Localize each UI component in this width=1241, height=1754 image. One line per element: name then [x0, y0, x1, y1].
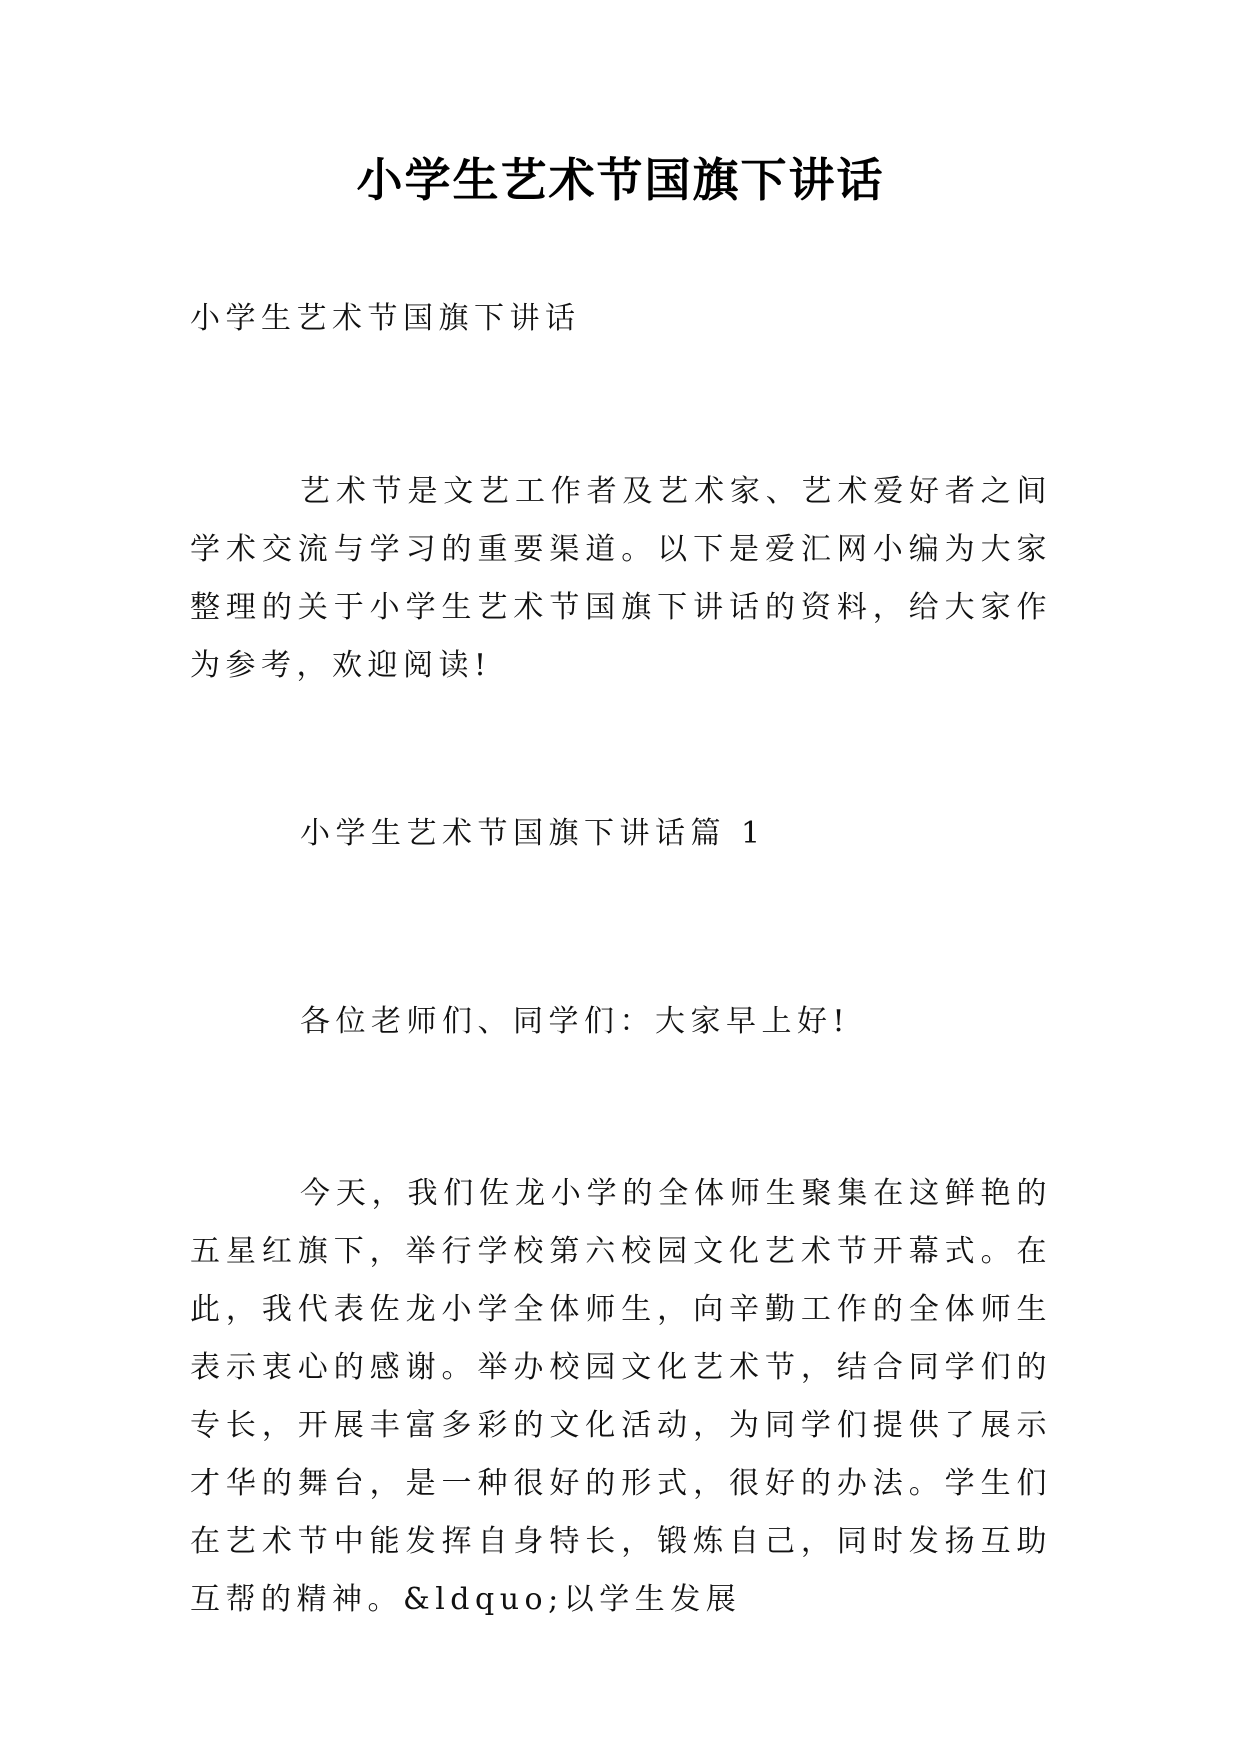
greeting-paragraph: 各位老师们、同学们：大家早上好!	[300, 1004, 851, 1039]
body-paragraph: 今天，我们佐龙小学的全体师生聚集在这鲜艳的五星红旗下，举行学校第六校园文化艺术节开幕式。在此，我代表佐龙小学全体师生，向辛勤工作的全体师生表示衷心的感谢。举办校园文化艺术节，结合同学们的专长，开展丰富多彩的文化活动，为同学们提供了展示才华的舞台，是一种很好的形式，很好的办法。学生们在艺术节中能发挥自身特长，锻炼自己，同时发扬互助互帮的精神。&ldquo;以学生发展	[190, 1176, 1052, 1617]
section-heading: 小学生艺术节国旗下讲话篇 1	[300, 816, 766, 851]
page-title: 小学生艺术节国旗下讲话	[356, 153, 885, 207]
intro-paragraph: 艺术节是文艺工作者及艺术家、艺术爱好者之间学术交流与学习的重要渠道。以下是爱汇网小编为大家整理的关于小学生艺术节国旗下讲话的资料，给大家作为参考，欢迎阅读!	[190, 474, 1052, 683]
document-subtitle: 小学生艺术节国旗下讲话	[190, 301, 581, 336]
